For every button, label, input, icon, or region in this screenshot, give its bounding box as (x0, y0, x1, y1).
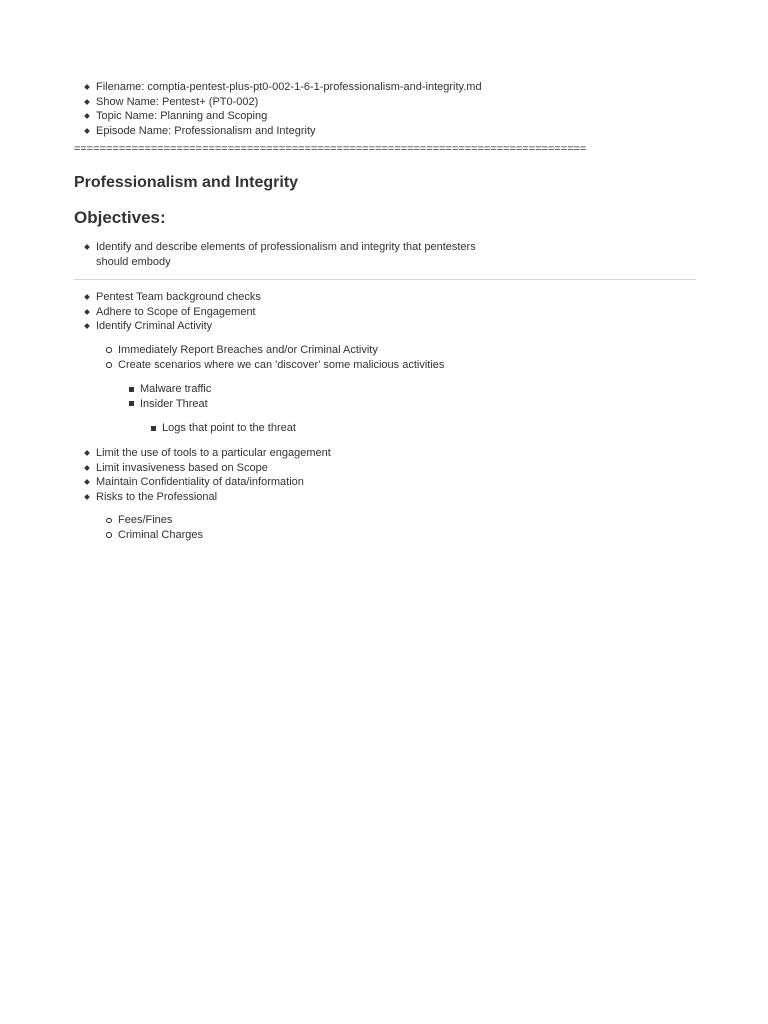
sub-list-item: Immediately Report Breaches and/or Criminal Activity (96, 343, 696, 358)
list-item: Limit invasiveness based on Scope (74, 461, 696, 476)
objective-item: Identify and describe elements of professionalism and integrity that pentesters should embody (74, 240, 494, 269)
sub-sub-sub-list-item: Logs that point to the threat (140, 421, 696, 436)
sub-list (96, 343, 696, 436)
objectives-list (74, 240, 494, 269)
sub-list-item (96, 358, 696, 436)
list-item: Pentest Team background checks (74, 290, 696, 305)
metadata-filename: Filename: comptia-pentest-plus-pt0-002-1-6-1-professionalism-and-integrity.md (74, 80, 696, 95)
sub-sub-list (118, 382, 696, 436)
metadata-topic-name: Topic Name: Planning and Scoping (74, 109, 696, 124)
horizontal-divider (74, 279, 696, 280)
objectives-heading: Objectives: (74, 207, 166, 227)
list-item (74, 319, 696, 436)
sub-sub-list-item: Malware traffic (118, 382, 696, 397)
sub-list-item-label: Create scenarios where we can 'discover' some malicious activities (118, 358, 445, 371)
document-page (74, 80, 696, 552)
list-item: Limit the use of tools to a particular engagement (74, 446, 696, 461)
list-item: Adhere to Scope of Engagement (74, 305, 696, 320)
list-item-label: Identify Criminal Activity (96, 320, 213, 333)
page-title: Professionalism and Integrity (74, 173, 299, 191)
content-list (74, 290, 696, 542)
metadata-show-name: Show Name: Pentest+ (PT0-002) (74, 95, 696, 110)
sub-sub-list-item-label: Insider Threat (140, 397, 208, 410)
sub-sub-sub-list (140, 421, 696, 436)
sub-list (96, 513, 696, 542)
sub-list-item: Fees/Fines (96, 513, 696, 528)
list-item-label: Risks to the Professional (96, 490, 218, 503)
metadata-list (74, 80, 696, 138)
list-item (74, 490, 696, 543)
sub-list-item: Criminal Charges (96, 528, 696, 543)
metadata-episode-name: Episode Name: Professionalism and Integrity (74, 124, 696, 139)
list-item: Maintain Confidentiality of data/information (74, 475, 696, 490)
sub-sub-list-item (118, 397, 696, 436)
separator-line: ================================================================================ (74, 143, 587, 156)
